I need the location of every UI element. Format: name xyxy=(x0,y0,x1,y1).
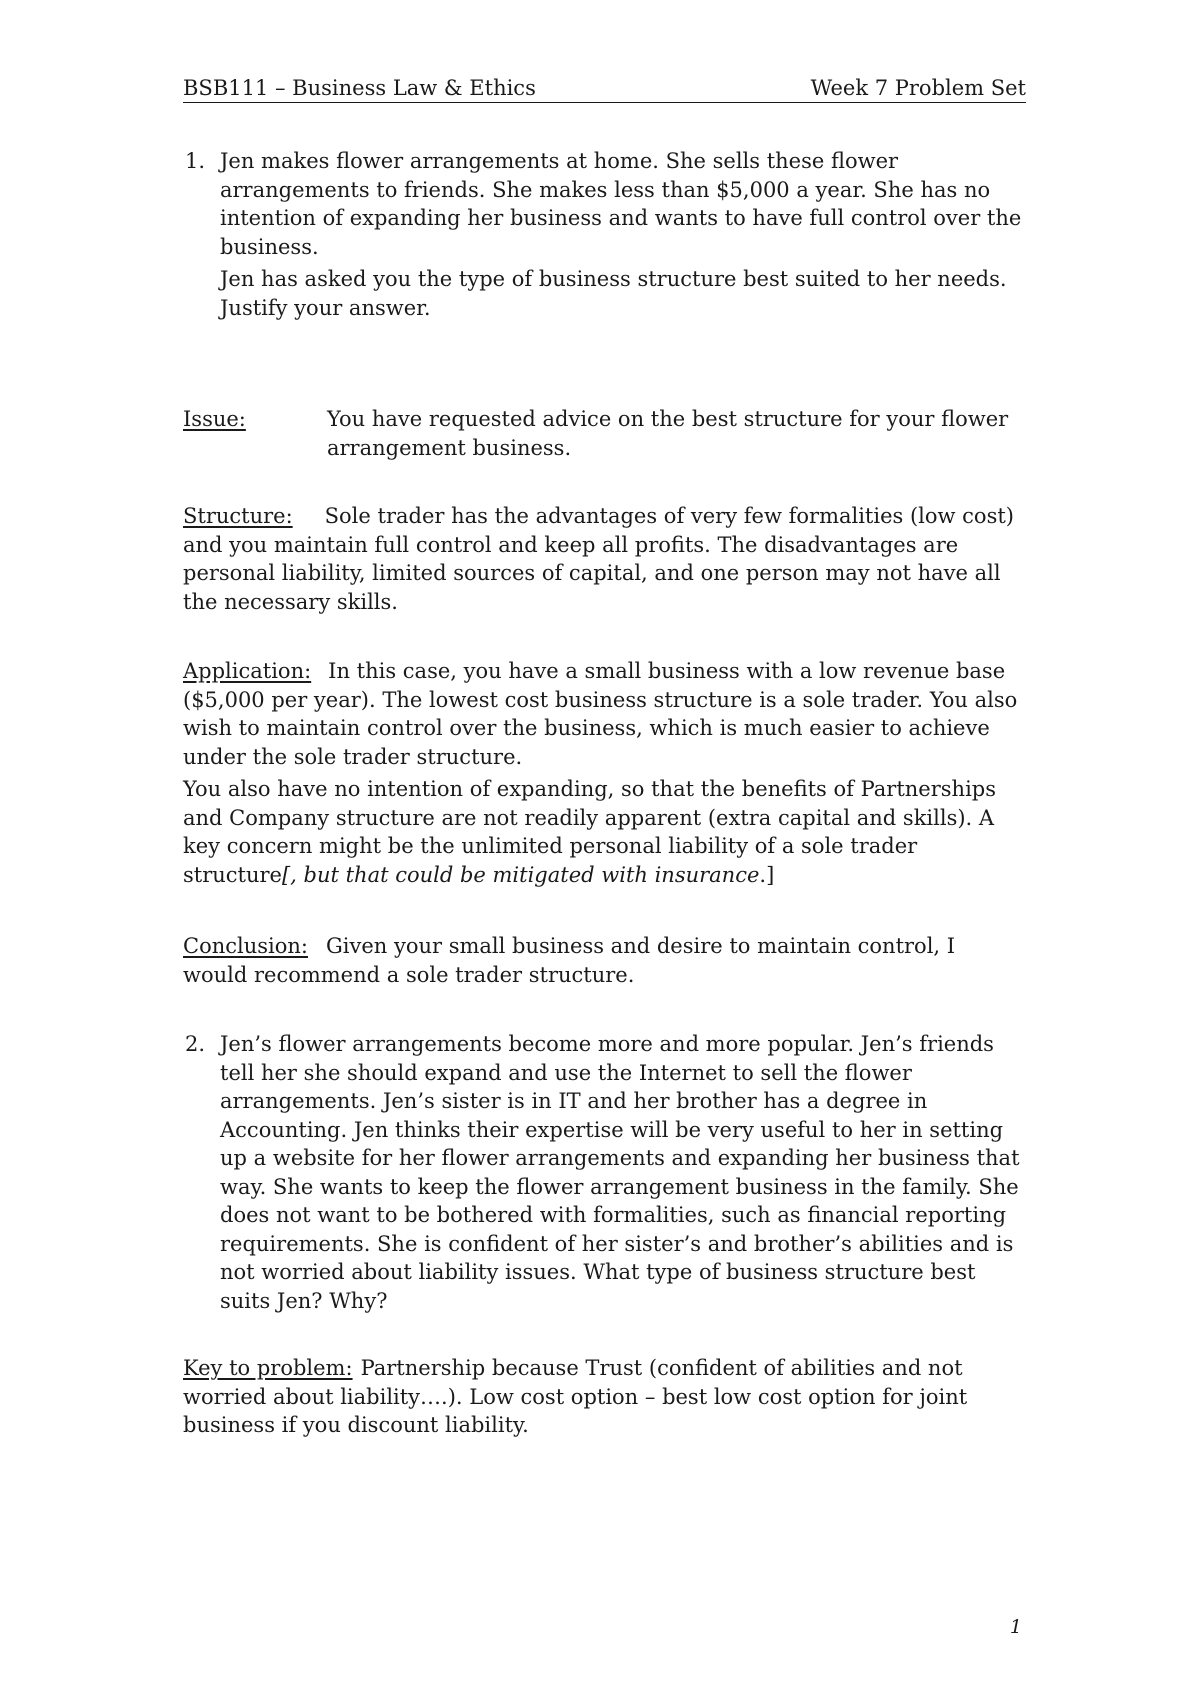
conclusion-text: Given your small business and desire to maintain control, I would recommend a sole trader structure. xyxy=(183,934,956,987)
application-paragraph-2 xyxy=(183,775,1026,889)
question-2-number: 2. xyxy=(185,1032,206,1056)
structure-section xyxy=(183,502,1026,616)
question-1 xyxy=(183,147,1026,322)
page-header xyxy=(183,74,1026,103)
key-to-problem-text: Partnership because Trust (confident of abilities and not worried about liability….). Low cost option – best low cost option for joint business if you discount liability. xyxy=(183,1356,968,1437)
application-label: Application: xyxy=(183,659,312,683)
page-number: 1 xyxy=(1009,1616,1022,1638)
key-to-problem-section xyxy=(183,1354,1026,1440)
conclusion-label: Conclusion: xyxy=(183,934,308,958)
question-1-number: 1. xyxy=(185,149,206,173)
header-problem-set: Week 7 Problem Set xyxy=(810,76,1026,100)
conclusion-section xyxy=(183,932,1026,989)
question-2-text: Jen’s flower arrangements become more and more popular. Jen’s friends tell her she should expand and use the Internet to sell the flower arrangements. Jen’s sister is in IT and her brother has a degree in Accounting. Jen thinks their expertise will be very useful to her in setting up a website for her flower arrangements and expanding her business that way. She wants to keep the flower arrangement business in the family. She does not want to be bothered with formalities, such as financial reporting requirements. She is confident of her sister’s and brother’s abilities and is not worried about liability issues. What type of business structure best suits Jen? Why? xyxy=(220,1032,1020,1313)
issue-text: You have requested advice on the best structure for your flower arrangement business. xyxy=(327,407,1009,460)
application-paragraph-2-italic: [, but that could be mitigated with insurance xyxy=(281,862,760,887)
application-section xyxy=(183,657,1026,889)
header-course-title: BSB111 – Business Law & Ethics xyxy=(183,76,536,100)
issue-section xyxy=(183,405,1026,462)
question-1-paragraph-2: Jen has asked you the type of business structure best suited to her needs. Justify your answer. xyxy=(220,267,1007,320)
question-1-paragraph-1: Jen makes flower arrangements at home. She sells these flower arrangements to friends. She makes less than $5,000 a year. She has no intention of expanding her business and wants to have full control over the business. xyxy=(220,149,1022,259)
structure-label: Structure: xyxy=(183,504,293,528)
application-paragraph-1: In this case, you have a small business with a low revenue base ($5,000 per year). The lowest cost business structure is a sole trader. You also wish to maintain control over the business, which is much easier to achieve under the sole trader structure. xyxy=(183,659,1018,769)
structure-text: Sole trader has the advantages of very few formalities (low cost) and you maintain full control and keep all profits. The disadvantages are personal liability, limited sources of capital, and one person may not have all the necessary skills. xyxy=(183,504,1014,614)
issue-label: Issue: xyxy=(183,407,246,431)
key-to-problem-label: Key to problem: xyxy=(183,1356,353,1380)
application-paragraph-2-end: .] xyxy=(759,862,775,887)
application-paragraph-2-text: You also have no intention of expanding, so that the benefits of Partnerships and Company structure are not readily apparent (extra capital and skills). A key concern might be the unlimited personal liability of a sole trader structure xyxy=(183,777,997,887)
question-2 xyxy=(183,1030,1026,1315)
